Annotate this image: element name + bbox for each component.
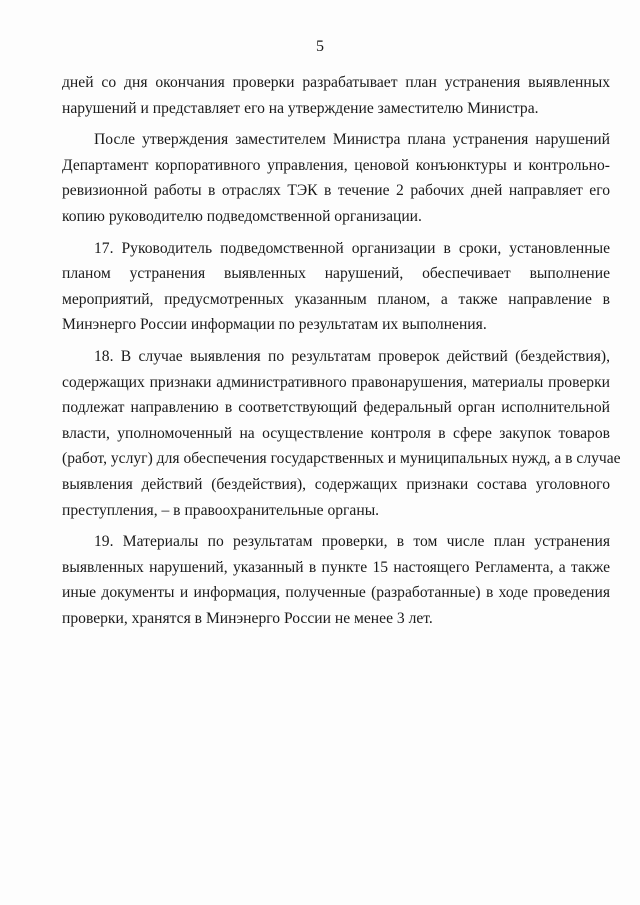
- text-line: выявления действий (бездействия), содержащих признаки состава уголовного: [62, 475, 610, 493]
- text-line: 19. Материалы по результатам проверки, в том числе план устранения: [94, 533, 610, 551]
- paragraph-19: [62, 529, 610, 631]
- text-line: власти, уполномоченный на осуществление контроля в сфере закупок товаров: [62, 424, 610, 442]
- text-line: (работ, услуг) для обеспечения государственных и муниципальных нужд, а в случае: [62, 450, 621, 468]
- text-line: 18. В случае выявления по результатам проверок действий (бездействия),: [94, 347, 610, 365]
- text-line: планом устранения выявленных нарушений, обеспечивает выполнение: [62, 265, 610, 283]
- text-line: преступления, – в правоохранительные органы.: [62, 501, 380, 519]
- page-number: 5: [316, 38, 324, 55]
- text-line: 17. Руководитель подведомственной организации в сроки, установленные: [94, 239, 610, 257]
- text-line: иные документы и информация, полученные (разработанные) в ходе проведения: [62, 584, 610, 602]
- paragraph-17: [62, 236, 610, 338]
- text-line: выявленных нарушений, указанный в пункте 15 настоящего Регламента, а также: [62, 558, 610, 576]
- document-body: [62, 70, 621, 631]
- text-line: ревизионной работы в отраслях ТЭК в течение 2 рабочих дней направляет его: [62, 182, 610, 200]
- paragraph-continuation: [62, 70, 610, 121]
- paragraph-approval: [62, 127, 610, 229]
- text-line: мероприятий, предусмотренных указанным планом, а также направление в: [62, 290, 610, 308]
- text-line: проверки, хранятся в Минэнерго России не менее 3 лет.: [62, 609, 433, 627]
- text-line: нарушений и представляет его на утверждение заместителю Министра.: [62, 99, 539, 117]
- text-line: Департамент корпоративного управления, ценовой конъюнктуры и контрольно-: [62, 156, 610, 174]
- paragraph-18: [62, 344, 621, 523]
- text-line: содержащих признаки административного правонарушения, материалы проверки: [62, 373, 610, 391]
- text-line: После утверждения заместителем Министра плана устранения нарушений: [94, 131, 610, 149]
- text-line: подлежат направлению в соответствующий федеральный орган исполнительной: [62, 399, 610, 417]
- text-line: Минэнерго России информации по результатам их выполнения.: [62, 316, 487, 334]
- text-line: копию руководителю подведомственной организации.: [62, 207, 422, 225]
- text-line: дней со дня окончания проверки разрабатывает план устранения выявленных: [62, 74, 610, 91]
